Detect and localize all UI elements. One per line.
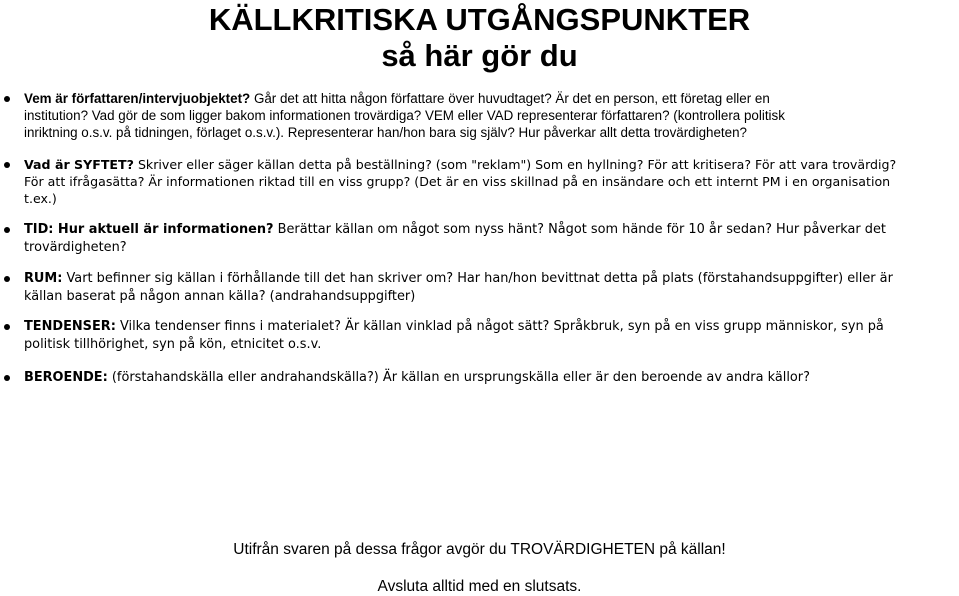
item-line: Skriver eller säger källan detta på beställning? (som "reklam") Som en hyllning? För att kritisera? För att vara trovärdig? (133, 157, 897, 172)
item-text (24, 221, 956, 257)
conclusion-line: Utifrån svaren på dessa frågor avgör du TROVÄRDIGHETEN på källan! (233, 541, 726, 558)
bullet-icon (4, 162, 10, 168)
summary-line: Avsluta alltid med en slutsats. (377, 578, 582, 595)
item-line: Berättar källan om något som nyss hänt? Något som hände för 10 år sedan? Hur påverkar det (273, 222, 886, 237)
page-title: KÄLLKRITISKA UTGÅNGSPUNKTER (208, 2, 751, 37)
item-line: Vart befinner sig källan i förhållande till det han skriver om? Har han/hon bevittnat detta på plats (förstahandsuppgifter) eller är (62, 271, 893, 286)
bullet-icon (4, 96, 10, 102)
item-line: källan baserat på någon annan källa? (andrahandsuppgifter) (24, 289, 416, 304)
item-text (24, 156, 956, 207)
item-line: trovärdigheten? (24, 240, 127, 255)
bullet-icon (4, 324, 10, 330)
item-line: För att ifrågasätta? Är informationen riktad till en viss grupp? (Det är en viss skillnad på en insändare och ett internt PM i en organisation (24, 174, 891, 189)
item-line: (förstahandskälla eller andrahandskälla?) Är källan en ursprungskälla eller är den beroende av andra källor? (107, 370, 810, 385)
item-label: RUM: (24, 271, 63, 286)
page-subtitle: så här gör du (381, 38, 578, 73)
bullet-icon (4, 276, 10, 282)
item-line: Vilka tendenser finns i materialet? Är källan vinklad på något sätt? Språkbruk, syn på en viss grupp människor, syn på (115, 319, 884, 334)
item-line: politisk tillhörighet, syn på kön, etnicitet o.s.v. (24, 337, 322, 352)
item-label: TENDENSER: (24, 319, 116, 334)
item-line: inriktning o.s.v. på tidningen, förlaget o.s.v.). Representerar han/hon bara sig själv? Hur påverkar allt detta trovärdigheten? (24, 125, 747, 140)
item-text (24, 270, 956, 306)
item-text (24, 369, 956, 387)
item-label: Vad är SYFTET? (24, 157, 134, 172)
item-line: t.ex.) (24, 191, 57, 206)
item-label: Vem är författaren/intervjuobjektet? (24, 91, 251, 106)
item-text (24, 90, 956, 141)
item-label: TID: Hur aktuell är informationen? (24, 222, 274, 237)
bullet-icon (4, 227, 10, 233)
item-text (24, 318, 956, 354)
item-line: Går det att hitta någon författare över huvudtaget? Är det en person, ett företag eller en (250, 91, 770, 106)
item-line: institution? Vad gör de som ligger bakom informationen trovärdiga? VEM eller VAD representerar författaren? (kontrollera politisk (24, 108, 785, 123)
bullet-icon (4, 375, 10, 381)
item-label: BEROENDE: (24, 370, 108, 385)
